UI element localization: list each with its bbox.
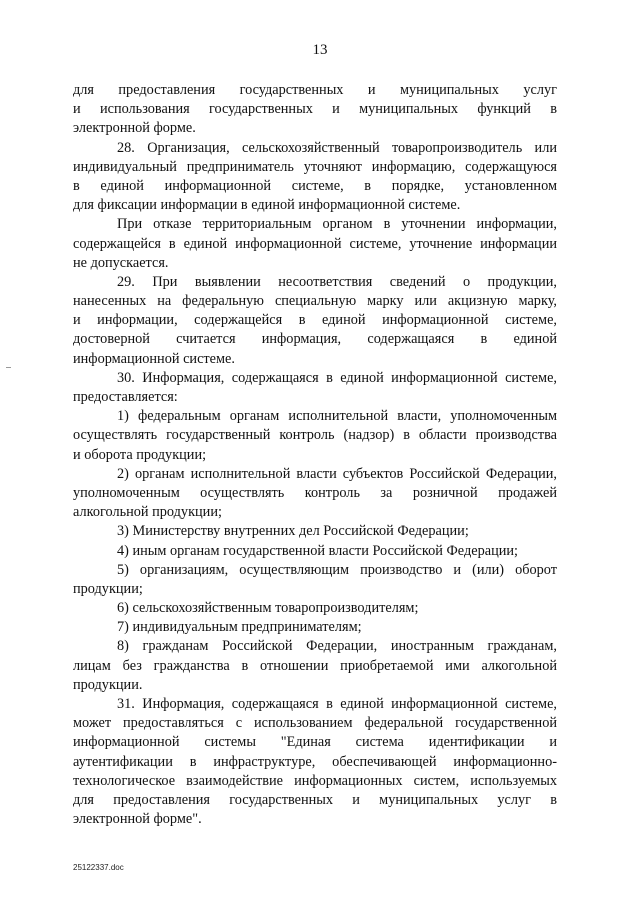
text-line: электронной форме". <box>73 811 202 828</box>
text-line: и оборота продукции; <box>73 446 207 463</box>
text-line: 29. При выявлении несоответствия сведений о продукции, <box>117 273 557 290</box>
text-line: лицам без гражданства в отношении приобретаемой ими алкогольной <box>73 657 557 674</box>
text-line: индивидуальный предприниматель уточняют информацию, содержащуюся <box>73 158 557 175</box>
text-line: 2) органам исполнительной власти субъектов Российской Федерации, <box>117 465 557 482</box>
text-line: для фиксации информации в единой информационной системе. <box>73 197 461 214</box>
text-line: продукции; <box>73 580 143 597</box>
text-line: 30. Информация, содержащаяся в единой информационной системе, <box>117 369 557 386</box>
text-line: 4) иным органам государственной власти Российской Федерации; <box>117 542 518 559</box>
text-line: 31. Информация, содержащаяся в единой информационной системе, <box>117 696 557 712</box>
text-line: 6) сельскохозяйственным товаропроизводителям; <box>117 600 419 617</box>
text-line: не допускается. <box>73 254 169 271</box>
text-line: 1) федеральным органам исполнительной власти, уполномоченным <box>117 408 557 425</box>
file-name-footer: 25122337.doc <box>73 863 124 872</box>
text-line: достоверной считается информация, содержащаяся в единой <box>73 331 557 348</box>
margin-mark <box>6 367 11 368</box>
text-line: осуществлять государственный контроль (надзор) в области производства <box>73 427 557 444</box>
text-line: уполномоченным осуществлять контроль за розничной продажей <box>73 484 557 501</box>
text-line: 3) Министерству внутренних дел Российской Федерации; <box>117 523 469 540</box>
text-line: 28. Организация, сельскохозяйственный товаропроизводитель или <box>117 139 557 156</box>
text-line: При отказе территориальным органом в уточнении информации, <box>117 216 557 233</box>
page-number: 13 <box>312 42 328 58</box>
text-line: аутентификации в инфраструктуре, обеспечивающей информационно- <box>73 753 557 770</box>
text-line: в единой информационной системе, в порядке, установленном <box>73 177 557 194</box>
text-line: алкогольной продукции; <box>73 504 222 521</box>
text-line: для предоставления государственных и муниципальных услуг в <box>73 791 557 808</box>
text-line: содержащейся в единой информационной системе, уточнение информации <box>73 235 557 252</box>
text-line: 5) организациям, осуществляющим производство и (или) оборот <box>117 561 557 578</box>
text-line: технологическое взаимодействие информационных систем, используемых <box>73 772 557 789</box>
text-line: продукции. <box>73 676 143 693</box>
text-line: нанесенных на федеральную специальную марку или акцизную марку, <box>73 293 557 310</box>
text-line: для предоставления государственных и муниципальных услуг <box>73 82 557 98</box>
text-line: предоставляется: <box>73 389 178 405</box>
text-line: может предоставляться с использованием федеральной государственной <box>73 715 557 732</box>
document-body <box>73 81 557 829</box>
text-line: и информации, содержащейся в единой информационной системе, <box>73 312 557 329</box>
text-line: информационной системе. <box>73 350 235 367</box>
text-line: и использования государственных и муниципальных функций в <box>73 101 557 118</box>
text-line: 7) индивидуальным предпринимателям; <box>117 619 362 636</box>
text-line: информационной системы "Единая система идентификации и <box>73 734 557 751</box>
text-line: 8) гражданам Российской Федерации, иностранным гражданам, <box>117 638 557 655</box>
text-line: электронной форме. <box>73 120 196 137</box>
